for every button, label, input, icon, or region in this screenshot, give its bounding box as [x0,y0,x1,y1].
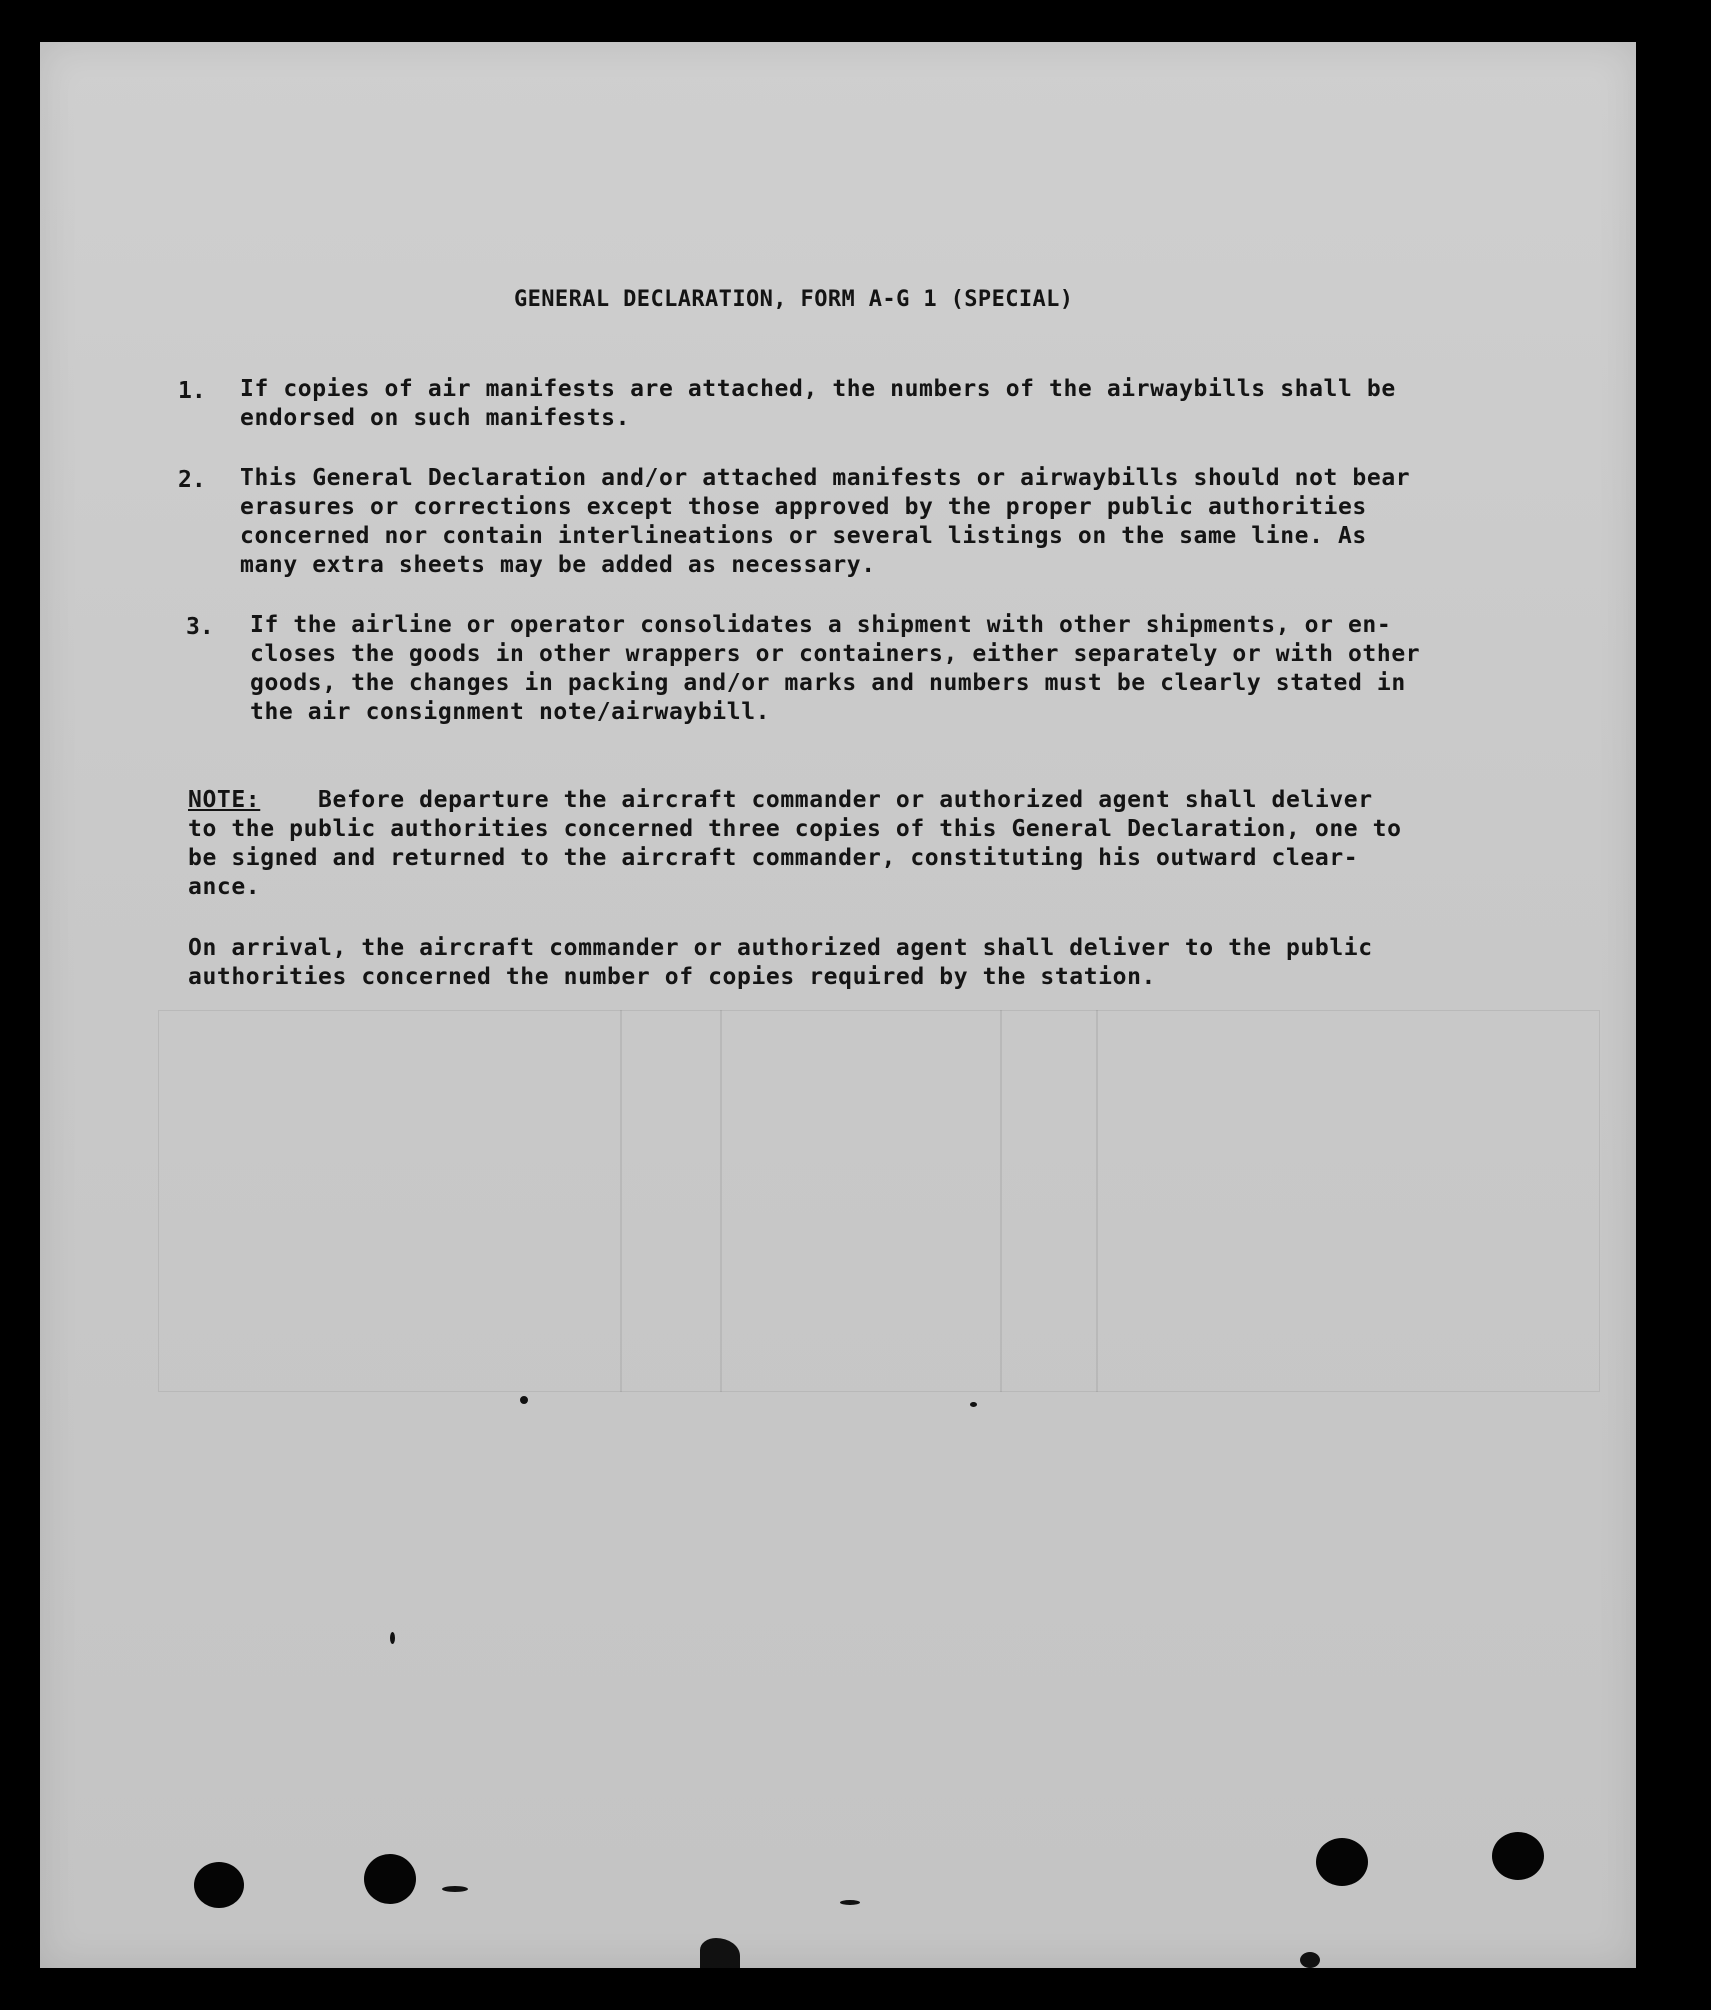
punch-hole [194,1862,244,1908]
bleed-through-divider [720,1010,722,1392]
item-number: 2. [178,467,206,493]
punch-hole [1316,1838,1368,1886]
item-line: erasures or corrections except those approved by the proper public authorities [240,494,1367,520]
item-line: If copies of air manifests are attached, the numbers of the airwaybills shall be [240,376,1396,402]
item-line: closes the goods in other wrappers or containers, either separately or with other [250,641,1421,667]
note-line: Before departure the aircraft commander or authorized agent shall deliver [318,787,1373,813]
note-line: be signed and returned to the aircraft commander, constituting his outward clear- [188,845,1359,871]
item-line: If the airline or operator consolidates a shipment with other shipments, or en- [250,612,1392,638]
punch-hole [364,1854,416,1904]
speck-mark [700,1938,740,1968]
note-paragraph [188,786,1402,902]
item-text [240,464,1410,580]
note-line: to the public authorities concerned three copies of this General Declaration, one to [188,816,1402,842]
bleed-through-divider [1096,1010,1098,1392]
bleed-through-divider [1000,1010,1002,1392]
speck-mark [520,1396,528,1404]
item-line: concerned nor contain interlineations or several listings on the same line. As [240,523,1367,549]
speck-mark [970,1402,977,1407]
speck-mark [390,1632,395,1644]
note-label: NOTE: [188,787,261,813]
arrival-line: On arrival, the aircraft commander or authorized agent shall deliver to the public [188,935,1373,961]
item-number: 3. [186,614,214,640]
punch-hole [1492,1832,1544,1880]
item-text [250,611,1420,727]
page-title: GENERAL DECLARATION, FORM A-G 1 (SPECIAL) [514,287,1074,312]
item-line: endorsed on such manifests. [240,405,631,431]
item-line: the air consignment note/airwaybill. [250,699,771,725]
document-page [40,42,1636,1968]
item-line: many extra sheets may be added as necessary. [240,552,876,578]
speck-mark [1300,1952,1320,1968]
item-number: 1. [178,378,206,404]
bleed-through-divider [620,1010,622,1392]
note-line: ance. [188,874,261,900]
item-text [240,375,1396,433]
bleed-through-box [158,1010,1600,1392]
item-line: goods, the changes in packing and/or marks and numbers must be clearly stated in [250,670,1406,696]
arrival-line: authorities concerned the number of copies required by the station. [188,964,1156,990]
speck-mark [442,1886,468,1892]
arrival-paragraph [188,934,1373,992]
item-line: This General Declaration and/or attached manifests or airwaybills should not bear [240,465,1411,491]
speck-mark [840,1900,860,1905]
